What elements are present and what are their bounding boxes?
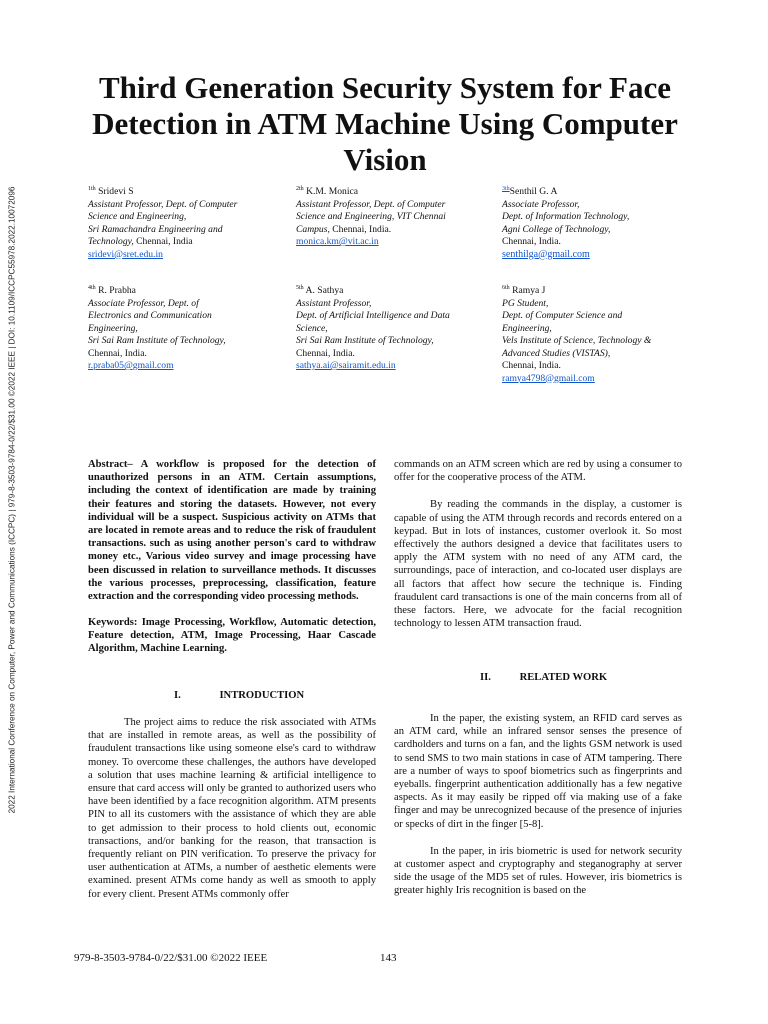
author-name: K.M. Monica	[306, 186, 359, 197]
author-email-link[interactable]: sridevi@sret.edu.in	[88, 248, 163, 260]
right-column-top	[394, 458, 682, 630]
doi-sidebar	[4, 20, 20, 980]
author-affiliation-line: Science and Engineering, VIT Chennai	[296, 211, 446, 222]
author-affiliation-line: Science,	[296, 322, 328, 334]
author-affiliation-line: Vels Institute of Science, Technology &	[502, 335, 652, 346]
doi-sidebar-text: 2022 International Conference on Computer, Power and Communications (ICCPC) | 979-8-3503-9784-0/22/$31.00 ©2022 IEEE | DOI: 10.1109/ICCPC55978.2022.10072096	[7, 186, 17, 814]
author-ordinal: 4th	[88, 284, 96, 291]
page-number: 143	[380, 952, 397, 964]
author-location: Chennai, India.	[502, 360, 561, 371]
author-name: A. Sathya	[305, 285, 344, 296]
author-affiliation-line: Dept. of Computer Science and	[502, 310, 623, 321]
author-affiliation-line: Engineering,	[88, 322, 138, 334]
author-affiliation-line: Assistant Professor,	[296, 297, 372, 309]
author-affiliation-line: Assistant Professor, Dept. of Computer	[296, 198, 446, 210]
introduction-paragraph: The project aims to reduce the risk associated with ATMs that are installed in remote areas, as well as the possibility of fraudulent transactions like using someone else's card to withdraw money. To overcome these challenges, the authors have developed a solution that uses machine learning & artificial intelligence to ensure that card access will only be granted to authorized users who have been identified by a face recognition algorithm. ATM presents PIN to all its customers with the assistance of which they are able to get admission to their process to hold clients out, economic transactions, and/or banking for the reason, that transaction is frequently reliant on PIN verification. To preserve the privacy for user authentication at ATMs, a number of aesthetic elements were examined. present ATMs come handy as well as smooth to apply for every client. Present ATMs commonly offer	[88, 717, 376, 900]
author-location: Chennai, India.	[88, 347, 147, 359]
author-block-4	[88, 285, 273, 373]
section-number: I.	[174, 690, 181, 701]
keywords-block	[88, 616, 376, 656]
author-ordinal: 5th	[296, 284, 304, 291]
related-work-paragraph: In the paper, in iris biometric is used for network security at customer aspect and cryptography and steganography at server side the usage of the MD5 set of rules. However, iris biometrics is greater highly Iris recognition is based on the	[394, 845, 682, 897]
author-affiliation-line: Technology,	[88, 236, 134, 247]
introduction-block	[88, 716, 376, 901]
author-affiliation-line: Associate Professor,	[502, 198, 580, 210]
keywords-text: Keywords: Image Processing, Workflow, Automatic detection, Feature detection, ATM, Image Processing, Haar Cascade Algorithm, Machine Learning.	[88, 617, 376, 655]
author-ordinal: 1th	[88, 185, 96, 192]
section-heading-related-work	[480, 672, 607, 683]
author-name: Senthil G. A	[509, 186, 558, 197]
author-ordinal: 2th	[296, 185, 304, 192]
author-affiliation-line: Science and Engineering,	[88, 211, 187, 222]
author-email-link[interactable]: senthilga@gmail.com	[502, 248, 590, 260]
section-title: INTRODUCTION	[219, 690, 305, 701]
author-email-link[interactable]: monica.km@vit.ac.in	[296, 236, 379, 247]
author-ordinal: 3th	[502, 185, 510, 192]
author-affiliation-line: Advanced Studies (VISTAS),	[502, 347, 611, 359]
section-heading-introduction	[174, 690, 304, 701]
author-affiliation-line: Dept. of Information Technology,	[502, 211, 630, 222]
author-affiliation-line: Assistant Professor, Dept. of Computer	[88, 198, 238, 210]
abstract-block	[88, 458, 376, 603]
related-work-block	[394, 712, 682, 898]
author-location: Chennai, India.	[296, 347, 355, 359]
body-paragraph: By reading the commands in the display, a customer is capable of using the ATM through records and records entered on a keypad. But in lots of instances, customer overlook it. So most effectively the authors designed a device that facilitates users to apply the ATM system with no need of any ATM card, the surroundings, pace of interaction, and co-located user displays are all factors that affect how secure the technique is. Finding fraudulent card transactions is one of the main concerns from all of these factors. Here, we advocate for the facial recognition technology to lessen ATM transaction fraud.	[394, 499, 682, 630]
copyright-footer: 979-8-3503-9784-0/22/$31.00 ©2022 IEEE	[74, 952, 268, 964]
section-title: RELATED WORK	[519, 672, 608, 683]
author-affiliation-line: Sri Sai Ram Institute of Technology,	[88, 335, 226, 346]
author-block-2	[296, 186, 476, 249]
author-name: Ramya J	[512, 285, 546, 296]
author-affiliation-line: Engineering,	[502, 322, 552, 334]
author-block-1	[88, 186, 273, 261]
author-email-link[interactable]: ramya4798@gmail.com	[502, 372, 595, 384]
author-affiliation-line: Sri Sai Ram Institute of Technology,	[296, 335, 434, 346]
author-location: Chennai, India.	[329, 223, 392, 235]
author-location: Chennai, India	[133, 236, 193, 247]
author-affiliation-line: Agni College of Technology,	[502, 223, 611, 235]
author-affiliation-line: Sri Ramachandra Engineering and	[88, 223, 223, 235]
abstract-text: Abstract– A workflow is proposed for the detection of unauthorized persons in an ATM. Certain assumptions, including the context of identification are made by training their features and storing the datasets. However, not every individual will be a suspect. Suspicious activity on ATMs that are located in remote areas and to reduce the risk of fraudulent transactions. such as using another person's card to withdraw money etc., Various video survey and image processing have been discussed in relation to surveillance methods. It discusses the various processes, preprocessing, classification, feature extraction and the corresponding video processing methods.	[88, 459, 376, 603]
body-paragraph: commands on an ATM screen which are red by using a consumer to offer for the cooperative process of the ATM.	[394, 459, 682, 484]
author-location: Chennai, India.	[502, 236, 561, 247]
author-email-link[interactable]: sathya.ai@sairamit.edu.in	[296, 360, 396, 371]
author-block-6	[502, 285, 692, 385]
author-email-link[interactable]: r.praba05@gmail.com	[88, 360, 174, 371]
author-name: Sridevi S	[98, 186, 134, 197]
author-block-5	[296, 285, 481, 373]
author-affiliation-line: PG Student,	[502, 297, 549, 309]
author-affiliation-line: Electronics and Communication	[88, 310, 212, 321]
section-number: II.	[480, 672, 491, 683]
author-ordinal: 6th	[502, 284, 510, 291]
author-name: R. Prabha	[98, 285, 136, 296]
related-work-paragraph: In the paper, the existing system, an RFID card serves as an ATM card, while an infrared sensor senses the presence of cardholders and turns on a fan, and the lights GSM network is used to send SMS to two main stations in case of ATM tampering. There are a number of ways to spoof biometrics such as fingerprints and eyeballs. fingerprint authentication additionally has a few negative aspects. As it may easily be ripped off via making use of a fake finger and may be unrecognized because of the presence of injuries or specks of dirt in the finger [5-8].	[394, 713, 682, 830]
author-affiliation-line: Associate Professor, Dept. of	[88, 297, 199, 309]
author-affiliation-line: Campus,	[296, 223, 330, 235]
paper-title: Third Generation Security System for Face Detection in ATM Machine Using Computer Vision	[92, 70, 678, 177]
author-affiliation-line: Dept. of Artificial Intelligence and Data	[296, 310, 450, 321]
author-block-3	[502, 186, 687, 261]
